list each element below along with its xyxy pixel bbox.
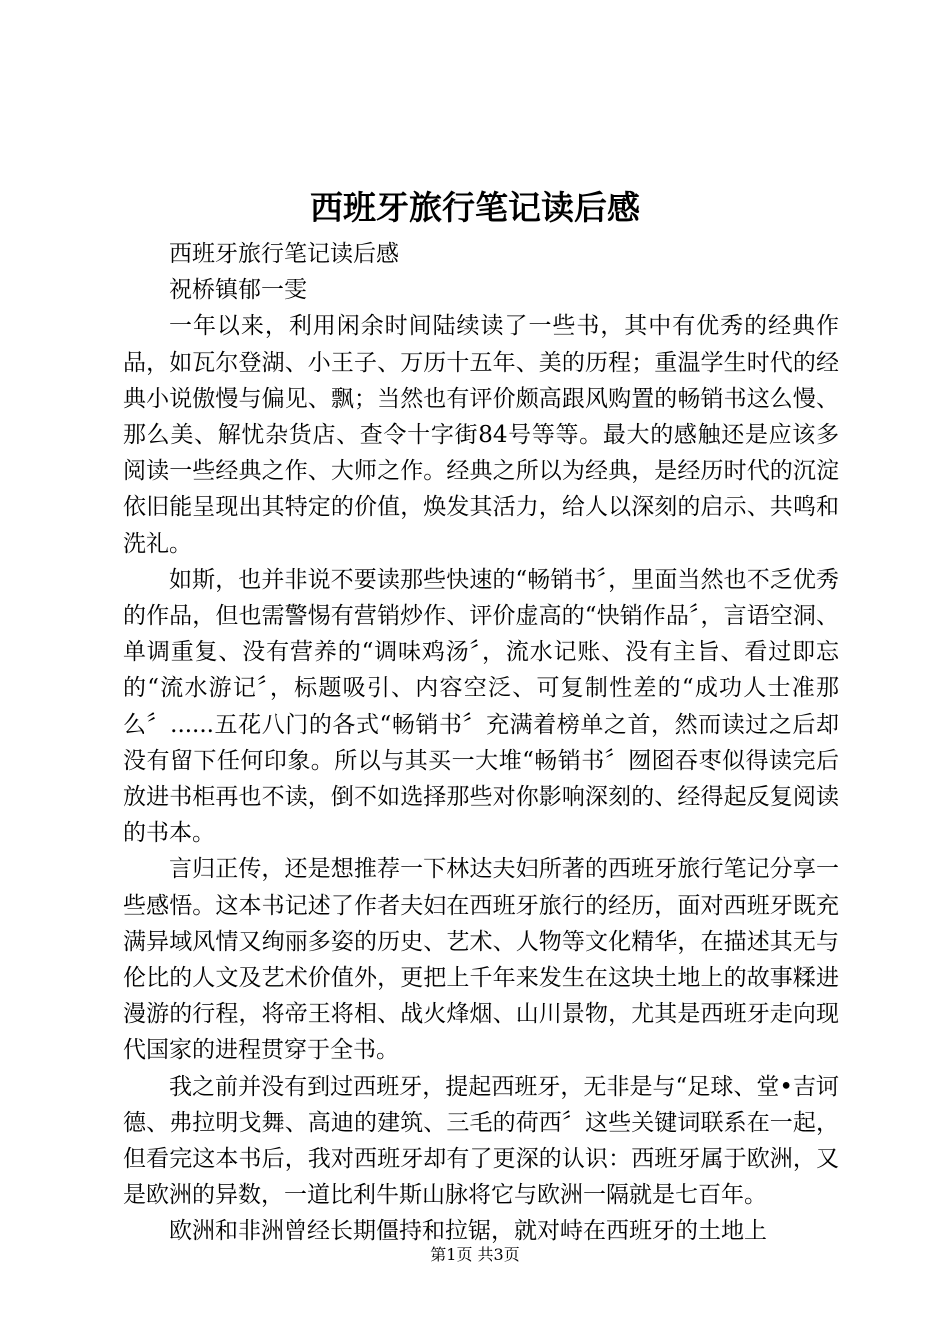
document-title: 西班牙旅行笔记读后感: [310, 188, 640, 227]
body-paragraph: 我之前并没有到过西班牙，提起西班牙，无非是与“足球、堂•吉诃德、弗拉明戈舞、高迪的建筑、三毛的荷西〞这些关键词联系在一起，但看完这本书后，我对西班牙却有了更深的认识：西班牙属于欧洲，又是欧洲的异数，一道比利牛斯山脉将它与欧洲一隔就是七百年。: [123, 1073, 839, 1209]
document-body: [123, 236, 839, 1250]
body-paragraph-author: 祝桥镇郁一雯: [169, 277, 307, 304]
page-number-footer: 第1页 共3页: [430, 1245, 520, 1264]
body-paragraph: 如斯，也并非说不要读那些快速的“畅销书〞，里面当然也不乏优秀的作品，但也需警惕有营销炒作、评价虚高的“快销作品〞，言语空洞、单调重复、没有营养的“调味鸡汤〞，流水记账、没有主旨、看过即忘的“流水游记〞，标题吸引、内容空泛、可复制性差的“成功人士准那么〞......五花八门的各式“畅销书〞充满着榜单之首，然而读过之后却没有留下任何印象。所以与其买一大堆“畅销书〞囫囵吞枣似得读完后放进书柜再也不读，倒不如选择那些对你影响深刻的、经得起反复阅读的书本。: [123, 566, 839, 847]
body-paragraph: 欧洲和非洲曾经长期僵持和拉锯，就对峙在西班牙的土地上: [169, 1218, 767, 1245]
body-paragraph-subtitle: 西班牙旅行笔记读后感: [169, 241, 399, 267]
body-paragraph: 一年以来，利用闲余时间陆续读了一些书，其中有优秀的经典作品，如瓦尔登湖、小王子、万历十五年、美的历程；重温学生时代的经典小说傲慢与偏见、飘；当然也有评价颇高跟风购置的畅销书这么慢、那么美、解忧杂货店、查令十字街84号等等。最大的感触还是应该多阅读一些经典之作、大师之作。经典之所以为经典，是经历时代的沉淀依旧能呈现出其特定的价值，焕发其活力，给人以深刻的启示、共鸣和洗礼。: [123, 313, 839, 557]
body-paragraph: 言归正传，还是想推荐一下林达夫妇所著的西班牙旅行笔记分享一些感悟。这本书记述了作者夫妇在西班牙旅行的经历，面对西班牙既充满异域风情又绚丽多姿的历史、艺术、人物等文化精华，在描述其无与伦比的人文及艺术价值外，更把上千年来发生在这块土地上的故事糅进漫游的行程，将帝王将相、战火烽烟、山川景物，尤其是西班牙走向现代国家的进程贯穿于全书。: [123, 856, 839, 1064]
